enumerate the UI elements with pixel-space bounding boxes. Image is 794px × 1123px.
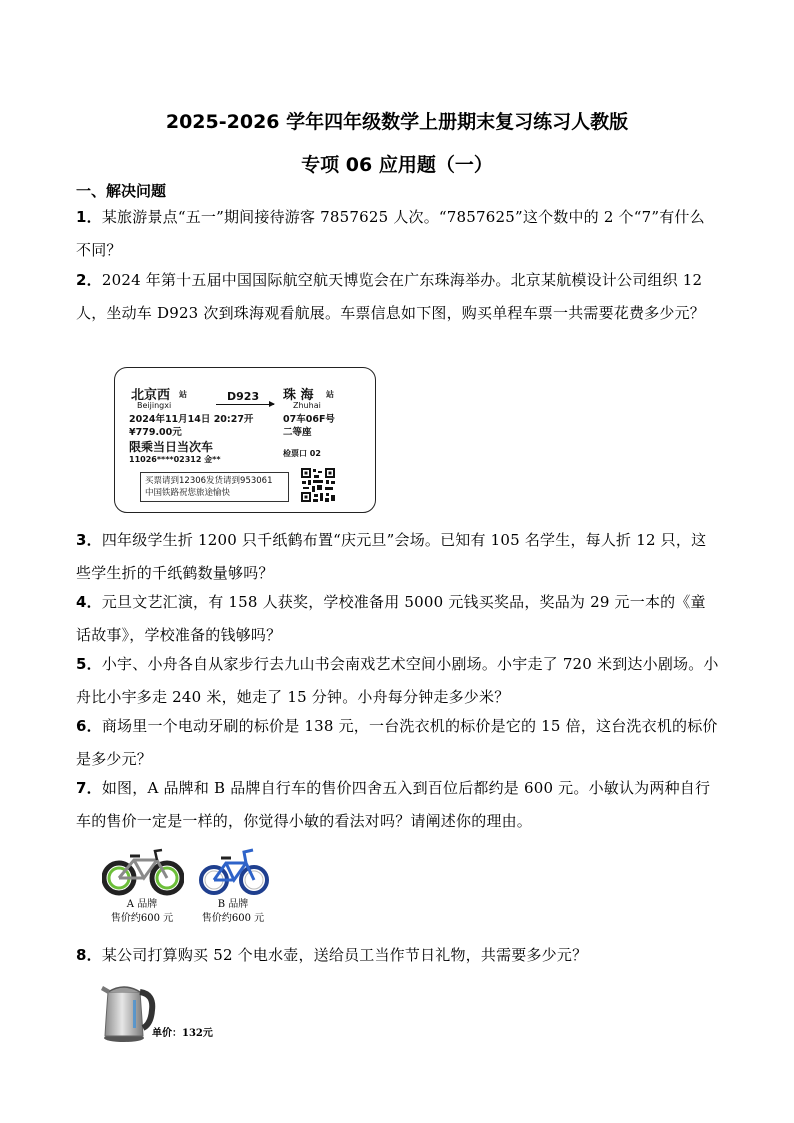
page-title: 2025-2026 学年四年级数学上册期末复习练习人教版 [165, 111, 629, 133]
ticket-to-en: Zhuhai [293, 401, 321, 410]
ticket-to: 珠 海 [283, 388, 314, 403]
arrow-icon [216, 404, 274, 405]
question-6 [76, 710, 720, 776]
ticket-seat-class: 二等座 [283, 427, 312, 438]
question-text: 某公司打算购买 52 个电水壶，送给员工当作节日礼物，共需要多少元？ [101, 946, 588, 964]
ticket-id: 11026****02312 金** [129, 455, 221, 464]
ticket-from: 北京西 [131, 388, 171, 403]
bicycle-b-icon [199, 846, 269, 898]
question-number: 3． [76, 531, 102, 549]
ticket-price: ¥779.00元 [129, 427, 182, 438]
question-4 [76, 586, 720, 652]
question-number: 8． [76, 946, 102, 964]
bicycle-a-icon [102, 848, 184, 898]
ticket-limit: 限乘当日当次车 [129, 440, 214, 454]
bike-a-caption [108, 898, 176, 926]
question-number: 2． [76, 271, 102, 289]
question-text: 商场里一个电动牙刷的标价是 138 元，一台洗衣机的标价是它的 15 倍，这台洗衣机的标价是多少元？ [76, 717, 718, 768]
ticket-seat-no: 07车06F号 [283, 414, 335, 425]
question-7 [76, 772, 720, 838]
qr-code-icon [301, 468, 335, 502]
question-number: 1． [76, 208, 102, 226]
bike-b-brand: B 品牌 [217, 899, 249, 910]
question-text: 2024 年第十五届中国国际航空航天博览会在广东珠海举办。北京某航模设计公司组织 12 人，坐动车 D923 次到珠海观看航展。车票信息如下图，购买单程车票一共需要花费多少元？ [76, 271, 705, 322]
question-1 [76, 201, 720, 267]
train-ticket-image [114, 367, 376, 513]
ticket-from-suffix: 站 [179, 390, 187, 399]
question-8 [76, 939, 720, 972]
question-number: 4． [76, 593, 102, 611]
kettle-price-label: 单价：132元 [152, 1028, 213, 1039]
ticket-note-line: 买票请到12306发货请到953061 [145, 476, 273, 486]
question-3 [76, 524, 720, 590]
question-text: 四年级学生折 1200 只千纸鹤布置“庆元旦”会场。已知有 105 名学生，每人折 12 只，这些学生折的千纸鹤数量够吗？ [76, 531, 707, 582]
question-number: 7． [76, 779, 102, 797]
question-number: 5． [76, 655, 102, 673]
bike-b-caption [197, 898, 269, 926]
bike-b-price: 售价约600 元 [201, 913, 265, 924]
ticket-to-suffix: 站 [326, 390, 334, 399]
question-number: 6． [76, 717, 102, 735]
section-heading: 一、解决问题 [76, 182, 167, 200]
bike-a-brand: A 品牌 [126, 899, 158, 910]
question-text: 如图，A 品牌和 B 品牌自行车的售价四舍五入到百位后都约是 600 元。小敏认为两种自行车的售价一定是一样的，你觉得小敏的看法对吗？请阐述你的理由。 [76, 779, 711, 830]
question-5 [76, 648, 720, 714]
question-text: 元旦文艺汇演，有 158 人获奖，学校准备用 5000 元钱买奖品，奖品为 29 元一本的《童话故事》，学校准备的钱够吗？ [76, 593, 706, 644]
ticket-train: D923 [227, 390, 260, 403]
electric-kettle-icon [100, 978, 156, 1044]
ticket-datetime: 2024年11月14日 20:27开 [129, 414, 254, 425]
ticket-note [140, 472, 289, 502]
ticket-from-en: Beijingxi [137, 401, 172, 410]
bike-a-price: 售价约600 元 [110, 913, 174, 924]
page-subtitle: 专项 06 应用题（一） [301, 154, 493, 176]
ticket-gate: 检票口 02 [283, 449, 321, 458]
ticket-note-line: 中国铁路祝您旅途愉快 [145, 488, 231, 498]
question-text: 某旅游景点“五一”期间接待游客 7857625 人次。“7857625”这个数中的 2 个“7”有什么不同？ [76, 208, 705, 259]
question-2 [76, 264, 720, 330]
question-text: 小宇、小舟各自从家步行去九山书会南戏艺术空间小剧场。小宇走了 720 米到达小剧场。小舟比小宇多走 240 米，她走了 15 分钟。小舟每分钟走多少米？ [76, 655, 719, 706]
